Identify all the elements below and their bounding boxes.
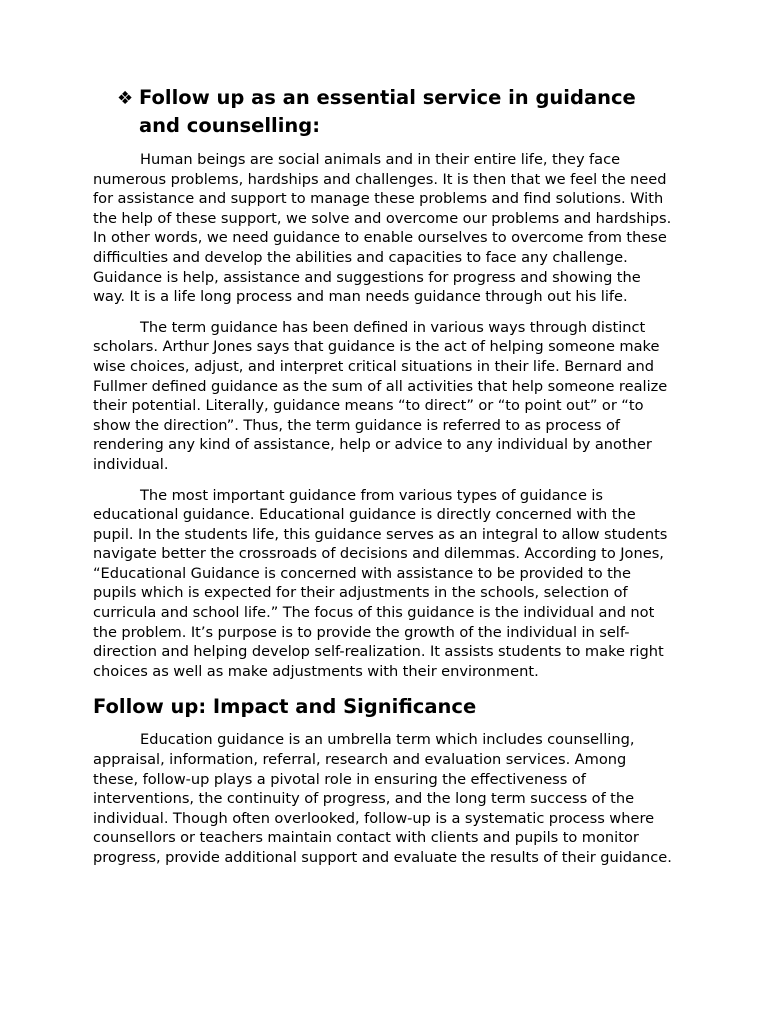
section-heading: Follow up: Impact and Significance — [93, 695, 477, 719]
educational-guidance-paragraph: The most important guidance from various types of guidance is educational guidance. Educational guidance is directly concerned with the pupil. In the students life, this guidance serves as an integral to allow students navigate better the crossroads of decisions and dilemmas. According to Jones, “Educational Guidance is concerned with assistance to be provided to the pupils which is expected for their adjustments in the schools, selection of curricula and school life.” The focus of this guidance is the individual and not the problem. It’s purpose is to provide the growth of the individual in self-direction and helping develop self-realization. It assists students to make right choices as well as make adjustments with their environment. — [93, 486, 668, 680]
diamond-bullet-icon: ❖ — [117, 88, 134, 109]
intro-paragraph: Human beings are social animals and in their entire life, they face numerous problems, hardships and challenges. It is then that we feel the need for assistance and support to manage these problems and find solutions. With the help of these support, we solve and overcome our problems and hardships. In other words, we need guidance to enable ourselves to overcome from these difficulties and develop the abilities and capacities to face any challenge. Guidance is help, assistance and suggestions for progress and showing the way. It is a life long process and man needs guidance through out his life. — [93, 151, 672, 306]
follow-up-paragraph: Education guidance is an umbrella term which includes counselling, appraisal, information, referral, research and evaluation services. Among these, follow-up plays a pivotal role in ensuring the effectiveness of interventions, the continuity of progress, and the long term success of the individual. Though often overlooked, follow-up is a systematic process where counsellors or teachers maintain contact with clients and pupils to monitor progress, provide additional support and evaluate the results of their guidance. — [93, 731, 672, 866]
document-page — [93, 84, 675, 879]
main-heading: Follow up as an essential service in guidance and counselling: — [139, 86, 636, 137]
definition-paragraph: The term guidance has been defined in various ways through distinct scholars. Arthur Jones says that guidance is the act of helping someone make wise choices, adjust, and interpret critical situations in their life. Bernard and Fullmer defined guidance as the sum of all activities that help someone realize their potential. Literally, guidance means “to direct” or “to point out” or “to show the direction”. Thus, the term guidance is referred to as process of rendering any kind of assistance, help or advice to any individual by another individual. — [93, 318, 668, 473]
heading-row — [117, 84, 675, 140]
